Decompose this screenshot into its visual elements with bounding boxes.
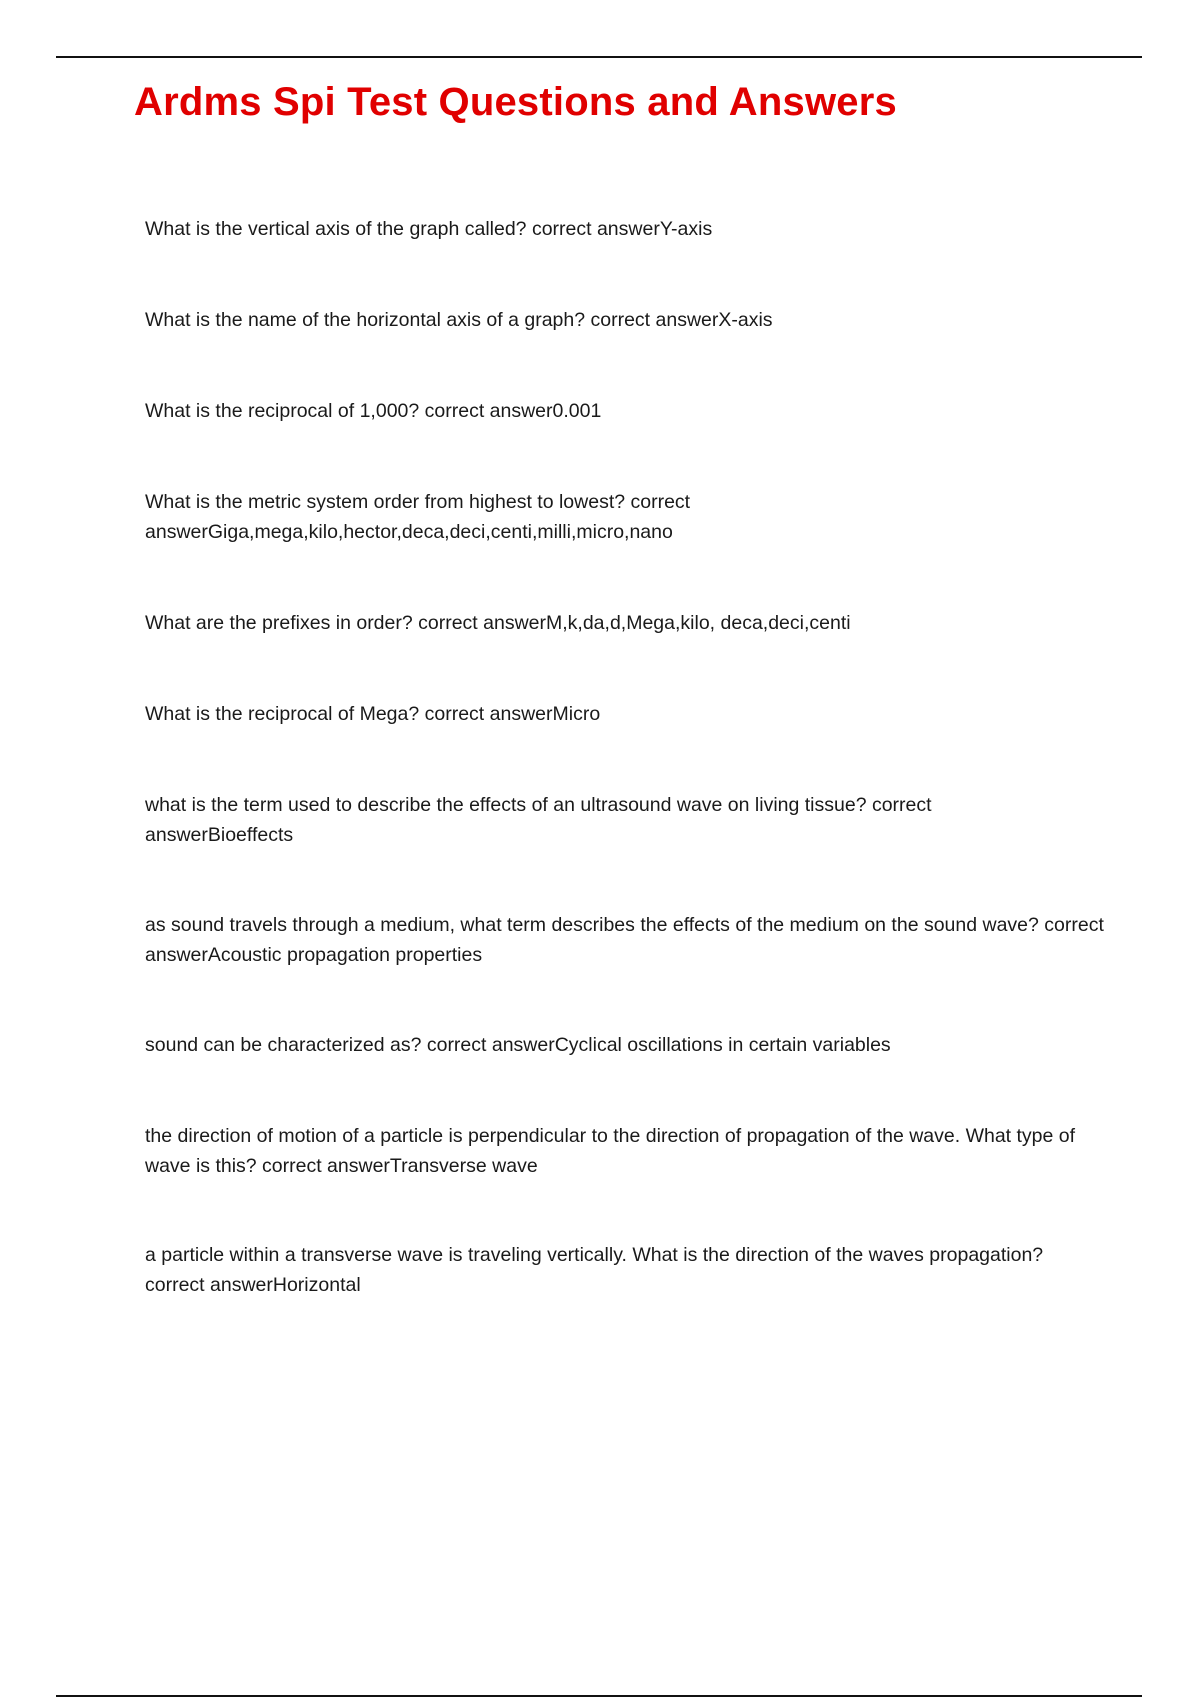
qa-item-9: sound can be characterized as? correct answerCyclical oscillations in certain variables — [145, 1034, 891, 1056]
qa-item-10: the direction of motion of a particle is perpendicular to the direction of propagation of the wave. What type of wave is this? correct answerTransverse wave — [145, 1125, 1076, 1177]
qa-item-2: What is the name of the horizontal axis of a graph? correct answerX-axis — [145, 309, 773, 331]
qa-item-11: a particle within a transverse wave is traveling vertically. What is the direction of the waves propagation? correct answerHorizontal — [145, 1244, 1044, 1296]
qa-item-4: What is the metric system order from highest to lowest? correct answerGiga,mega,kilo,hector,deca,deci,centi,milli,micro,nano — [145, 491, 691, 543]
qa-item-8: as sound travels through a medium, what term describes the effects of the medium on the sound wave? correct answerAcoustic propagation properties — [145, 914, 1104, 966]
document-title: Ardms Spi Test Questions and Answers — [134, 80, 897, 124]
top-rule — [56, 56, 1142, 58]
qa-item-6: What is the reciprocal of Mega? correct answerMicro — [145, 703, 601, 725]
qa-item-5: What are the prefixes in order? correct answerM,k,da,d,Mega,kilo, deca,deci,centi — [145, 612, 851, 634]
qa-item-3: What is the reciprocal of 1,000? correct answer0.001 — [145, 400, 602, 422]
qa-item-7: what is the term used to describe the effects of an ultrasound wave on living tissue? correct answerBioeffects — [145, 794, 932, 846]
bottom-rule — [56, 1695, 1142, 1697]
qa-item-1: What is the vertical axis of the graph called? correct answerY-axis — [145, 218, 713, 240]
